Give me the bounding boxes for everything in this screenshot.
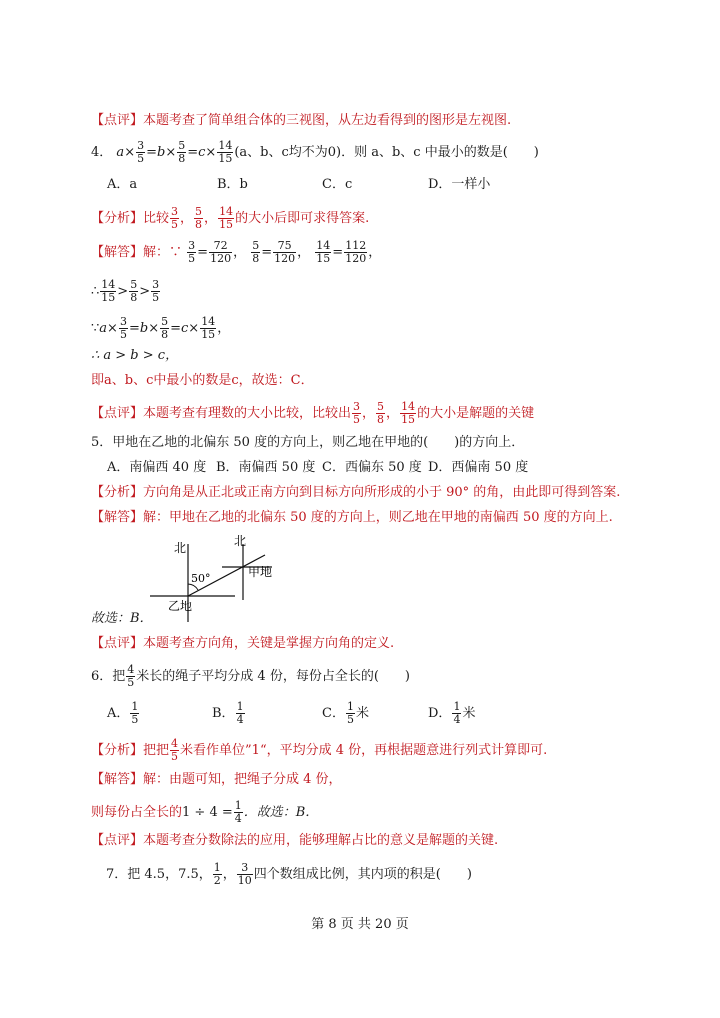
fraction: $\frac{5}{8}$ <box>377 400 385 426</box>
comment-line-q3 <box>91 112 511 130</box>
angle-label: 50° <box>191 572 211 585</box>
comma: ， <box>180 211 194 226</box>
fraction: $\frac{3}{5}$ <box>171 205 179 231</box>
option-c: C．西偏东 50 度 <box>322 460 422 475</box>
var-a: a <box>116 145 125 160</box>
solution-line-q6: 【解答】解：由题可知，把绳子分成 4 份， <box>91 772 342 787</box>
fraction: $\frac{14}{15}$ <box>218 139 233 165</box>
comment-tag: 【点评】 <box>91 113 144 128</box>
yi-label: 乙地 <box>168 599 193 613</box>
fraction: $\frac{14}{15}$ <box>316 239 331 265</box>
solution-answer: 即a、b、c中最小的数是c，故选：C． <box>91 373 314 388</box>
north-label-2: 北 <box>234 534 247 548</box>
var-c: c <box>198 145 206 160</box>
fraction: $\frac{5}{8}$ <box>178 139 186 165</box>
fraction: $\frac{3}{5}$ <box>152 278 160 304</box>
option-b: B．南偏西 50 度 <box>216 460 316 475</box>
analysis-text: 把把 <box>143 743 170 758</box>
fraction: $\frac{3}{5}$ <box>137 139 145 165</box>
option-c: C． $\frac{1}{5}$ 米 <box>322 700 369 726</box>
stem-prefix: 7．把 4.5，7.5， <box>106 867 212 882</box>
stem-text: 四个数组成比例，其内项的积是( ) <box>253 867 472 882</box>
equals-sign: = <box>261 245 273 260</box>
var-c: c <box>181 321 189 336</box>
fraction: $\frac{3}{5}$ <box>188 239 196 265</box>
solution-line-1 <box>91 240 381 265</box>
times-sign: × <box>107 321 118 336</box>
comma: ， <box>368 245 382 260</box>
fraction: $\frac{112}{120}$ <box>345 239 367 265</box>
solution-line-3 <box>91 316 230 341</box>
equals-sign: = <box>128 321 140 336</box>
fraction: $\frac{72}{120}$ <box>210 239 232 265</box>
equals-sign: = <box>332 245 344 260</box>
fraction: $\frac{5}{8}$ <box>195 205 203 231</box>
calc-answer: ．故选：B． <box>243 805 319 820</box>
stem-text: 米长的绳子平均分成 4 份，每份占全长的( ) <box>136 669 410 684</box>
solution-tag: 【解答】 <box>91 245 144 260</box>
solution-prefix: 解：∵ <box>143 245 183 260</box>
comma: ， <box>386 406 400 421</box>
fraction: $\frac{14}{15}$ <box>101 278 116 304</box>
comment-text: 本题考查了简单组合体的三视图，从左边看得到的图形是左视图. <box>143 113 512 128</box>
north-label-1: 北 <box>174 541 187 555</box>
question-condition: (a、b、c均不为0)．则 a、b、c 中最小的数是( ) <box>234 145 539 160</box>
fraction: $\frac{75}{120}$ <box>274 239 296 265</box>
option-a: A． $\frac{1}{5}$ <box>107 700 139 726</box>
jia-label: 甲地 <box>248 565 273 579</box>
solution-line-q5: 【解答】解：甲地在乙地的北偏东 50 度的方向上，则乙地在甲地的南偏西 50 度的方向上. <box>91 510 613 525</box>
fraction: $\frac{14}{15}$ <box>219 205 234 231</box>
var-a: a <box>99 321 108 336</box>
comma: ， <box>217 321 231 336</box>
page-footer: 第 8 页 共 20 页 <box>311 917 409 932</box>
equals-sign: = <box>146 145 157 160</box>
option-b: B． $\frac{1}{4}$ <box>212 700 244 726</box>
question-6-stem <box>91 664 410 689</box>
question-number: 4． <box>91 145 113 160</box>
var-b: b <box>139 321 149 336</box>
fraction: $\frac{14}{15}$ <box>401 400 416 426</box>
option-d: D． $\frac{1}{4}$ 米 <box>428 700 476 726</box>
calc-prefix: 则每份占全长的 <box>91 805 183 820</box>
solution-order: ∴ a > b > c， <box>91 348 179 363</box>
comma: ， <box>222 867 236 882</box>
fraction: $\frac{4}{5}$ <box>127 663 135 689</box>
fraction: $\frac{5}{8}$ <box>161 315 169 341</box>
analysis-line-q4 <box>91 206 369 231</box>
fraction: $\frac{5}{8}$ <box>252 239 260 265</box>
comment-tag: 【点评】 <box>91 406 144 421</box>
analysis-line-q6 <box>91 738 547 763</box>
solution-calc-q6 <box>91 800 318 825</box>
calc-expression: 1 ÷ 4 = <box>182 805 233 820</box>
times-sign: × <box>165 145 177 160</box>
option-d: D．西偏南 50 度 <box>428 460 529 475</box>
answer-q5: 故选：B． <box>91 611 153 626</box>
comment-line-q5: 【点评】本题考查方向角，关键是掌握方向角的定义. <box>91 636 395 651</box>
question-5-stem: 5．甲地在乙地的北偏东 50 度的方向上，则乙地在甲地的( )的方向上． <box>91 435 525 450</box>
gt-sign: > <box>139 284 151 299</box>
equals-sign: = <box>197 245 209 260</box>
comment-line-q4 <box>91 401 534 426</box>
equals-sign: = <box>170 321 181 336</box>
fraction: $\frac{4}{5}$ <box>171 737 179 763</box>
fraction: $\frac{5}{8}$ <box>130 278 138 304</box>
times-sign: × <box>188 321 200 336</box>
comma: ， <box>233 245 247 260</box>
analysis-text: 的大小后即可求得答案. <box>235 211 370 226</box>
option-d: D．一样小 <box>428 177 491 192</box>
times-sign: × <box>124 145 136 160</box>
equals-sign: = <box>187 145 199 160</box>
gt-sign: > <box>117 284 129 299</box>
times-sign: × <box>205 145 217 160</box>
fraction: $\frac{3}{10}$ <box>237 861 252 887</box>
fraction: $\frac{1}{4}$ <box>234 799 242 825</box>
fraction: $\frac{14}{15}$ <box>201 315 216 341</box>
question-7-stem <box>106 862 472 887</box>
analysis-text: 比较 <box>143 211 170 226</box>
because-sign: ∵ <box>91 321 100 336</box>
comment-line-q6: 【点评】本题考查分数除法的应用，能够理解占比的意义是解题的关键. <box>91 833 499 848</box>
question-4-stem <box>91 140 539 165</box>
comma: ， <box>297 245 311 260</box>
comma: ， <box>204 211 218 226</box>
comma: ， <box>362 406 376 421</box>
var-b: b <box>157 145 166 160</box>
option-c: C．c <box>322 177 353 192</box>
comment-text: 的大小是解题的关键 <box>417 406 535 421</box>
analysis-text: 米看作单位”1“，平均分成 4 份，再根据题意进行列式计算即可. <box>180 743 548 758</box>
option-b: B．b <box>217 177 248 192</box>
direction-diagram <box>150 530 290 625</box>
analysis-tag: 【分析】 <box>91 211 144 226</box>
analysis-line-q5: 【分析】方向角是从正北或正南方向到目标方向所形成的小于 90° 的角，由此即可得到答案. <box>91 485 621 500</box>
fraction: $\frac{3}{5}$ <box>353 400 361 426</box>
option-a: A．南偏西 40 度 <box>107 460 207 475</box>
therefore-sign: ∴ <box>91 284 100 299</box>
fraction: $\frac{1}{2}$ <box>213 861 221 887</box>
stem-prefix: 6．把 <box>91 669 126 684</box>
solution-line-2 <box>91 279 161 304</box>
comment-text: 本题考查有理数的大小比较，比较出 <box>143 406 352 421</box>
times-sign: × <box>148 321 160 336</box>
fraction: $\frac{3}{5}$ <box>119 315 127 341</box>
analysis-tag: 【分析】 <box>91 743 144 758</box>
option-a: A．a <box>107 177 138 192</box>
